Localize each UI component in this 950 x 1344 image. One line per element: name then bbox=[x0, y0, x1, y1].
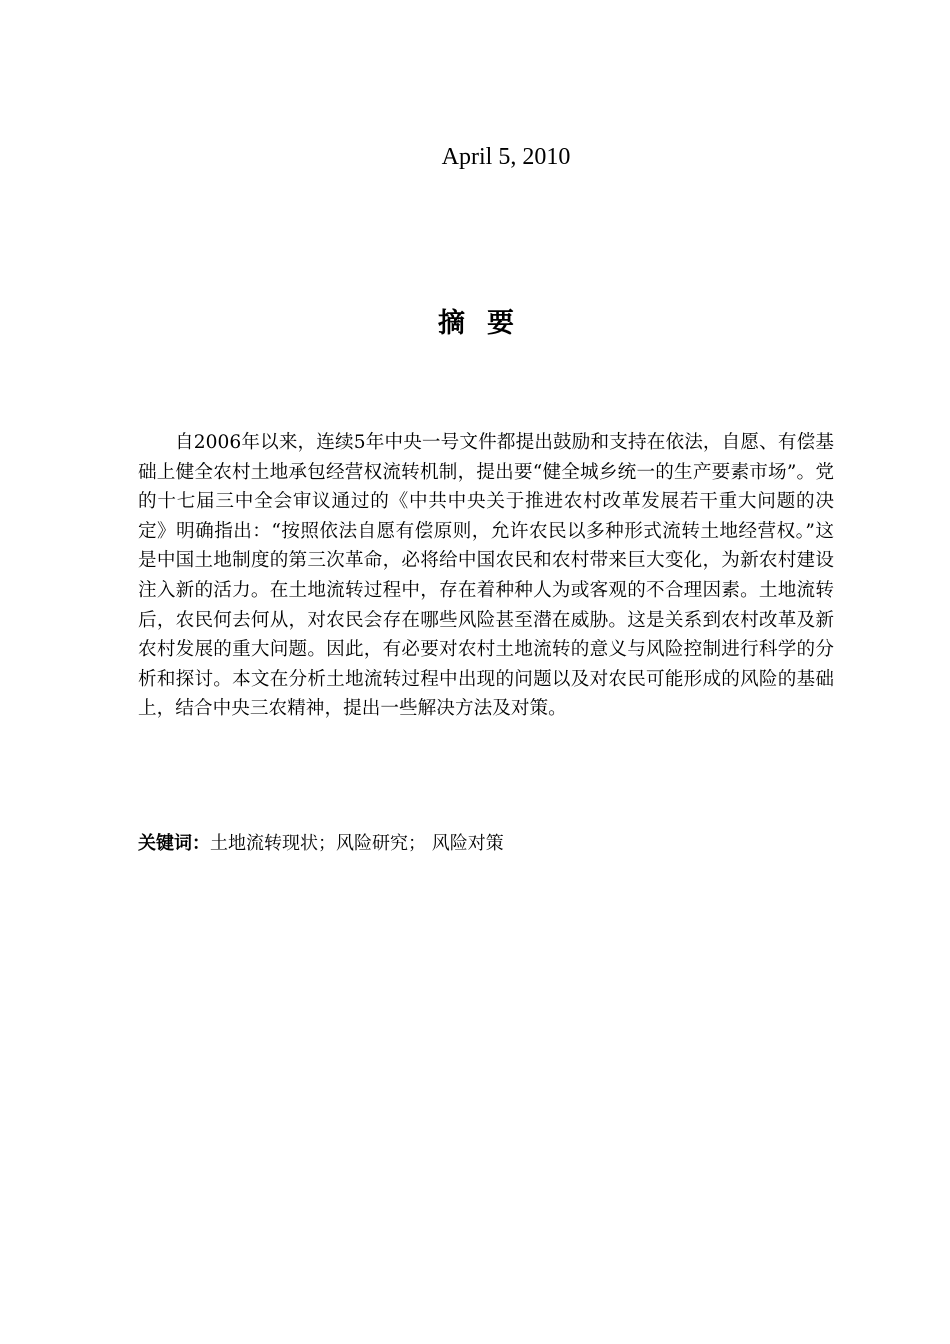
keywords-line bbox=[138, 830, 838, 858]
keywords-label: 关键词： bbox=[138, 833, 210, 854]
abstract-heading: 摘要 bbox=[438, 308, 536, 339]
abstract-body: 自2006年以来，连续5年中央一号文件都提出鼓励和支持在依法，自愿、有偿基础上健全农村土地承包经营权流转机制，提出要“健全城乡统一的生产要素市场”。党的十七届三中全会审议通过的《中共中央关于推进农村改革发展若干重大问题的决定》明确指出：“按照依法自愿有偿原则，允许农民以多种形式流转土地经营权。”这是中国土地制度的第三次革命，必将给中国农民和农村带来巨大变化，为新农村建设注入新的活力。在土地流转过程中，存在着种种人为或客观的不合理因素。土地流转后，农民何去何从，对农民会存在哪些风险甚至潜在威胁。这是关系到农村改革及新农村发展的重大问题。因此，有必要对农村土地流转的意义与风险控制进行科学的分析和探讨。本文在分析土地流转过程中出现的问题以及对农民可能形成的风险的基础上，结合中央三农精神，提出一些解决方法及对策。 bbox=[138, 432, 834, 720]
document-date: April 5, 2010 bbox=[441, 144, 571, 170]
keywords-text: 土地流转现状；风险研究； 风险对策 bbox=[210, 833, 504, 854]
